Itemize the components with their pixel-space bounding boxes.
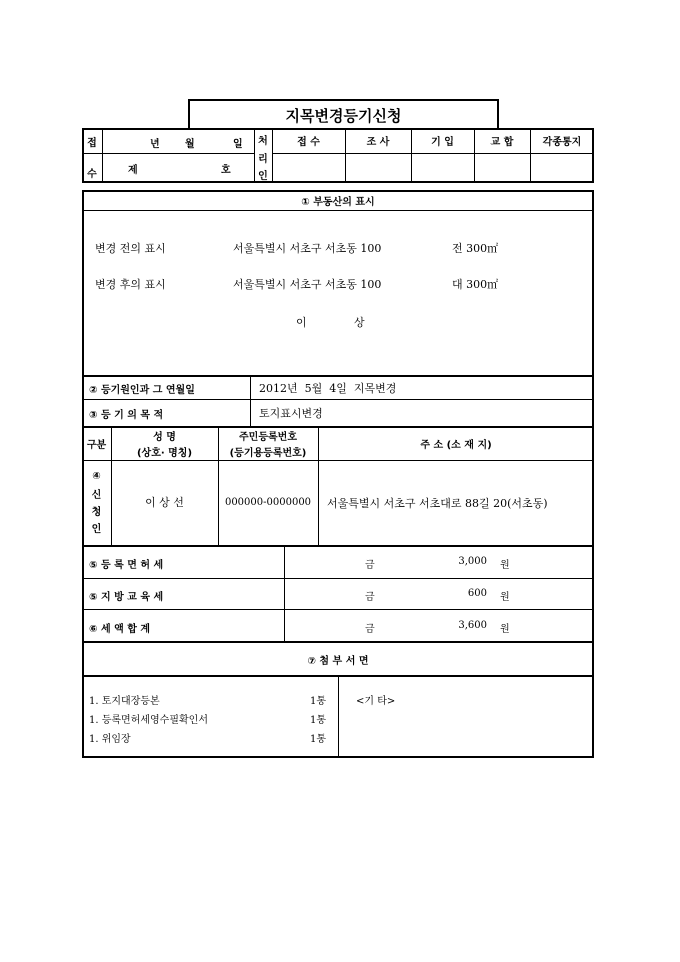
before-value: 전 300㎡ bbox=[452, 242, 499, 255]
end-mark-1: 이 bbox=[296, 316, 307, 329]
attachment-2-count: 1통 bbox=[310, 715, 327, 726]
end-mark-2: 상 bbox=[354, 316, 365, 329]
before-address: 서울특별시 서초구 서초동 100 bbox=[233, 242, 382, 255]
fee-row-1-label: ⑤ 등 록 면 허 세 bbox=[89, 560, 164, 571]
applicant-col-id-1: 주민등록번호 bbox=[239, 431, 297, 443]
applicant-side-1: ④ bbox=[92, 470, 101, 482]
fee-row-1-amount: 3,000 bbox=[458, 556, 487, 567]
attachments-heading: ⑦ 첨 부 서 면 bbox=[307, 655, 369, 667]
reception-no-prefix: 제 bbox=[128, 165, 138, 176]
col-entry: 기 입 bbox=[431, 137, 454, 148]
fee-row-3-currency: 원 bbox=[500, 624, 510, 635]
applicant-address: 서울특별시 서초구 서초대로 88길 20(서초동) bbox=[327, 497, 548, 510]
date-year-label: 년 bbox=[150, 139, 160, 150]
attachment-1-count: 1통 bbox=[310, 696, 327, 707]
applicant-side-3: 청 bbox=[91, 506, 102, 518]
attachments-other: <기 타> bbox=[356, 696, 396, 707]
attachment-2-name: 1. 등록면허세영수필확인서 bbox=[89, 715, 208, 726]
attachment-3-name: 1. 위임장 bbox=[89, 734, 131, 745]
processor-label-3: 인 bbox=[258, 170, 268, 182]
form-title: 지목변경등기신청 bbox=[285, 106, 402, 125]
form-title-box bbox=[188, 99, 499, 129]
col-verify: 교 합 bbox=[490, 137, 514, 148]
section3-label: ③ 등 기 의 목 적 bbox=[89, 410, 164, 421]
applicant-side-4: 인 bbox=[91, 523, 102, 535]
col-notices: 각종통지 bbox=[542, 137, 582, 148]
fee-row-1-prefix: 금 bbox=[365, 560, 375, 571]
before-label: 변경 전의 표시 bbox=[95, 242, 166, 255]
applicant-side-2: 신 bbox=[91, 489, 102, 501]
fee-row-2-label: ⑤ 지 방 교 육 세 bbox=[89, 592, 164, 603]
fee-row-3-label: ⑥ 세 액 합 계 bbox=[89, 624, 151, 635]
applicant-col-address: 주 소 (소 재 지) bbox=[420, 440, 492, 451]
fee-row-1-currency: 원 bbox=[500, 560, 510, 571]
date-day-label: 일 bbox=[233, 139, 243, 150]
applicant-col-id-2: (등기용등록번호) bbox=[229, 447, 307, 459]
applicant-col-division: 구분 bbox=[86, 440, 107, 451]
fee-row-1-label-box bbox=[89, 556, 269, 571]
attachment-1-name: 1. 토지대장등본 bbox=[89, 696, 160, 707]
fee-row-3-prefix: 금 bbox=[365, 624, 375, 635]
section3-value: 토지표시변경 bbox=[259, 407, 323, 420]
fee-row-2-amount: 600 bbox=[467, 588, 487, 599]
date-month-label: 월 bbox=[185, 139, 195, 150]
col-survey: 조 사 bbox=[366, 137, 390, 148]
reception-label-top: 접 bbox=[87, 137, 97, 149]
section1-heading: ① 부동산의 표시 bbox=[301, 196, 375, 208]
reception-no-suffix: 호 bbox=[221, 165, 231, 176]
section2-label: ② 등기원인과 그 연월일 bbox=[89, 385, 195, 396]
processor-label-1: 처 bbox=[258, 135, 268, 147]
processor-label-2: 리 bbox=[258, 153, 268, 165]
fee-row-2-currency: 원 bbox=[500, 592, 510, 603]
fee-row-2-prefix: 금 bbox=[365, 592, 375, 603]
applicant-name: 이 상 선 bbox=[145, 496, 184, 509]
applicant-col-name-1: 성 명 bbox=[153, 431, 176, 443]
applicant-col-name-2: (상호· 명칭) bbox=[136, 447, 193, 459]
col-receipt: 접 수 bbox=[297, 137, 320, 148]
fee-row-3-amount: 3,600 bbox=[458, 620, 487, 631]
after-value: 대 300㎡ bbox=[452, 278, 499, 291]
section2-value: 2012년 5월 4일 지목변경 bbox=[259, 382, 397, 395]
after-address: 서울특별시 서초구 서초동 100 bbox=[233, 278, 382, 291]
reception-label-bottom: 수 bbox=[87, 168, 97, 180]
after-label: 변경 후의 표시 bbox=[95, 278, 166, 291]
attachment-3-count: 1통 bbox=[310, 734, 327, 745]
applicant-id-number: 000000-0000000 bbox=[224, 496, 312, 508]
